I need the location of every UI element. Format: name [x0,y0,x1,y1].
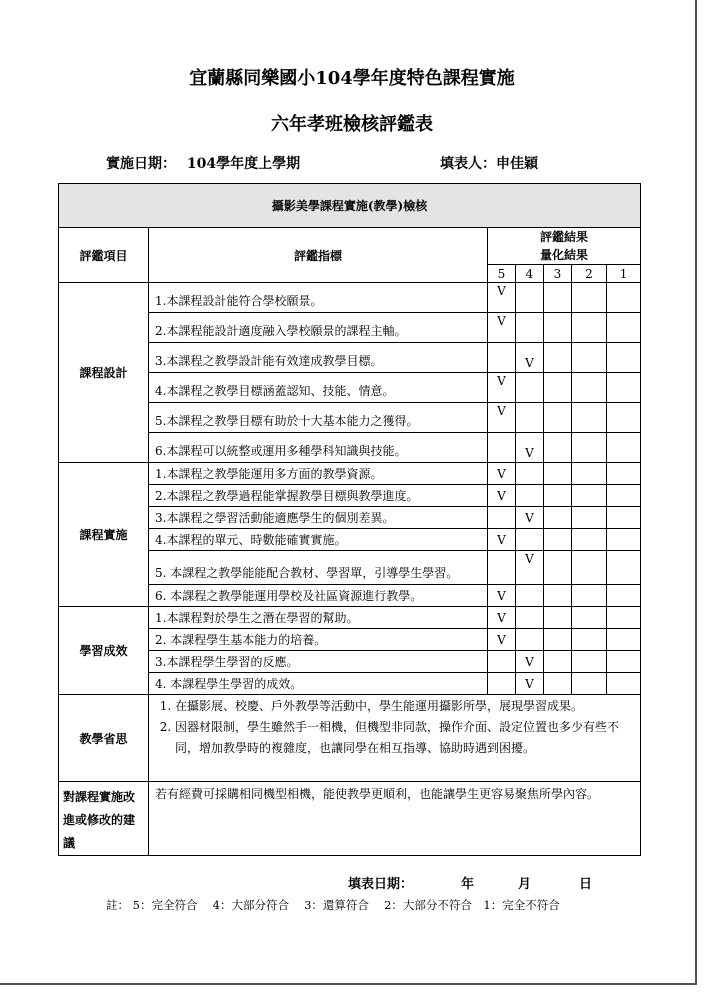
criterion-text: 3.本課程之學習活動能適應學生的個別差異。 [149,507,488,529]
score-cell-1 [607,433,641,463]
score-cell-1 [607,485,641,507]
suggestion-content: 若有經費可採購相同機型相機，能使教學更順利，也能讓學生更容易聚焦所學內容。 [149,782,641,856]
category-label: 學習成效 [59,607,149,695]
score-cell-2 [572,373,607,403]
score-cell-5: V [488,403,516,433]
score-cell-2 [572,463,607,485]
score-cell-3 [544,463,572,485]
fill-date-label: 填表日期： [348,877,414,892]
criterion-text: 5.本課程之教學目標有助於十大基本能力之獲得。 [149,403,488,433]
score-cell-3 [544,651,572,673]
score-cell-4 [516,283,544,313]
score-cell-3 [544,373,572,403]
score-cell-3 [544,529,572,551]
reflection-content [149,695,641,782]
table-row [59,283,641,313]
score-header-3: 3 [544,265,572,283]
score-cell-3 [544,585,572,607]
criterion-text: 6. 本課程之教學能運用學校及社區資源進行教學。 [149,585,488,607]
reflection-item: 2. 因器材限制，學生雖然手一相機，但機型非同款，操作介面、設定位置也多少有些不同，增加教學時的複雜度，也讓同學在相互指導、協助時遇到困擾。 [175,717,636,759]
score-cell-4 [516,485,544,507]
filler-label: 填表人： [440,156,496,172]
score-cell-2 [572,607,607,629]
score-cell-2 [572,651,607,673]
score-cell-2 [572,403,607,433]
score-cell-5 [488,433,516,463]
criterion-text: 5. 本課程之教學能能配合教材、學習單，引導學生學習。 [149,551,488,585]
score-cell-4 [516,529,544,551]
score-cell-3 [544,673,572,695]
score-cell-4: V [516,551,544,585]
score-cell-5 [488,673,516,695]
criterion-text: 3.本課程學生學習的反應。 [149,651,488,673]
document-title: 宜蘭縣同樂國小104學年度特色課程實施 [189,68,515,89]
score-cell-4: V [516,507,544,529]
criterion-text: 2.本課程之教學過程能掌握教學目標與教學進度。 [149,485,488,507]
score-cell-4 [516,463,544,485]
document-subtitle: 六年孝班檢核評鑑表 [271,114,433,135]
score-cell-1 [607,283,641,313]
score-cell-4 [516,629,544,651]
score-cell-1 [607,585,641,607]
score-cell-1 [607,629,641,651]
score-cell-1 [607,373,641,403]
score-cell-2 [572,629,607,651]
score-cell-5: V [488,283,516,313]
score-cell-3 [544,507,572,529]
score-header-2: 2 [572,265,607,283]
score-cell-1 [607,551,641,585]
criterion-text: 1.本課程對於學生之潛在學習的幫助。 [149,607,488,629]
score-cell-4 [516,373,544,403]
filler [440,153,538,173]
score-cell-2 [572,485,607,507]
criterion-text: 4.本課程之教學目標涵蓋認知、技能、情意。 [149,373,488,403]
score-cell-5 [488,651,516,673]
score-cell-5: V [488,463,516,485]
date-value: 104學年度上學期 [186,156,301,172]
score-cell-1 [607,403,641,433]
score-cell-5 [488,551,516,585]
category-label: 課程實施 [59,463,149,607]
score-cell-2 [572,551,607,585]
score-cell-1 [607,673,641,695]
fill-date-day: 日 [579,877,593,892]
criterion-text: 1.本課程之教學能運用多方面的教學資源。 [149,463,488,485]
score-cell-4 [516,607,544,629]
score-cell-5 [488,343,516,373]
score-cell-1 [607,607,641,629]
score-cell-5: V [488,585,516,607]
score-cell-4: V [516,651,544,673]
score-cell-5: V [488,373,516,403]
score-cell-5 [488,507,516,529]
score-cell-3 [544,313,572,343]
score-cell-4 [516,585,544,607]
score-cell-2 [572,529,607,551]
criterion-text: 6.本課程可以統整或運用多種學科知識與技能。 [149,433,488,463]
reflection-label: 教學省思 [59,695,149,782]
score-cell-1 [607,507,641,529]
score-legend-note: 註： 5：完全符合 4：大部分符合 3：還算符合 2：大部分不符合 1：完全不符合 [106,898,560,912]
score-cell-3 [544,433,572,463]
score-cell-4 [516,403,544,433]
score-cell-3 [544,403,572,433]
category-label: 課程設計 [59,283,149,463]
reflection-item: 1. 在攝影展、校慶、戶外教學等活動中，學生能運用攝影所學，展現學習成果。 [175,696,636,717]
table-row [59,607,641,629]
score-cell-3 [544,485,572,507]
score-cell-1 [607,651,641,673]
score-cell-4 [516,313,544,343]
score-header-5: 5 [488,265,516,283]
criterion-text: 4.本課程的單元、時數能確實實施。 [149,529,488,551]
score-cell-1 [607,529,641,551]
score-cell-2 [572,433,607,463]
score-cell-2 [572,283,607,313]
score-cell-1 [607,463,641,485]
score-cell-4: V [516,673,544,695]
score-cell-2 [572,507,607,529]
score-header-4: 4 [516,265,544,283]
date-label: 實施日期： [106,156,176,172]
score-cell-5: V [488,607,516,629]
score-cell-1 [607,313,641,343]
criterion-text: 4. 本課程學生學習的成效。 [149,673,488,695]
score-cell-3 [544,283,572,313]
score-cell-5: V [488,485,516,507]
score-cell-4: V [516,433,544,463]
criterion-text: 2.本課程能設計適度融入學校願景的課程主軸。 [149,313,488,343]
header-indicator: 評鑑指標 [149,228,488,283]
score-header-1: 1 [607,265,641,283]
header-quant-label: 量化結果 [540,248,589,262]
score-cell-1 [607,343,641,373]
header-item: 評鑑項目 [59,228,149,283]
score-cell-2 [572,585,607,607]
fill-date-month: 月 [518,877,532,892]
score-cell-2 [572,313,607,343]
score-cell-3 [544,551,572,585]
evaluation-table [58,183,641,856]
header-result-label: 評鑑結果 [540,230,589,244]
suggestion-label: 對課程實施改進或修改的建議 [59,782,149,856]
score-cell-2 [572,343,607,373]
score-cell-2 [572,673,607,695]
header-result [488,228,641,265]
score-cell-5: V [488,529,516,551]
score-cell-5: V [488,313,516,343]
fill-date-year: 年 [461,877,475,892]
criterion-text: 1.本課程設計能符合學校願景。 [149,283,488,313]
score-cell-5: V [488,629,516,651]
score-cell-3 [544,629,572,651]
implementation-date [106,153,300,173]
score-cell-4: V [516,343,544,373]
score-cell-3 [544,343,572,373]
criterion-text: 3.本課程之教學設計能有效達成教學目標。 [149,343,488,373]
fill-date [348,873,413,892]
table-banner: 攝影美學課程實施(教學)檢核 [59,184,641,228]
table-row [59,463,641,485]
score-cell-3 [544,607,572,629]
filler-name: 申佳穎 [496,156,538,172]
criterion-text: 2. 本課程學生基本能力的培養。 [149,629,488,651]
